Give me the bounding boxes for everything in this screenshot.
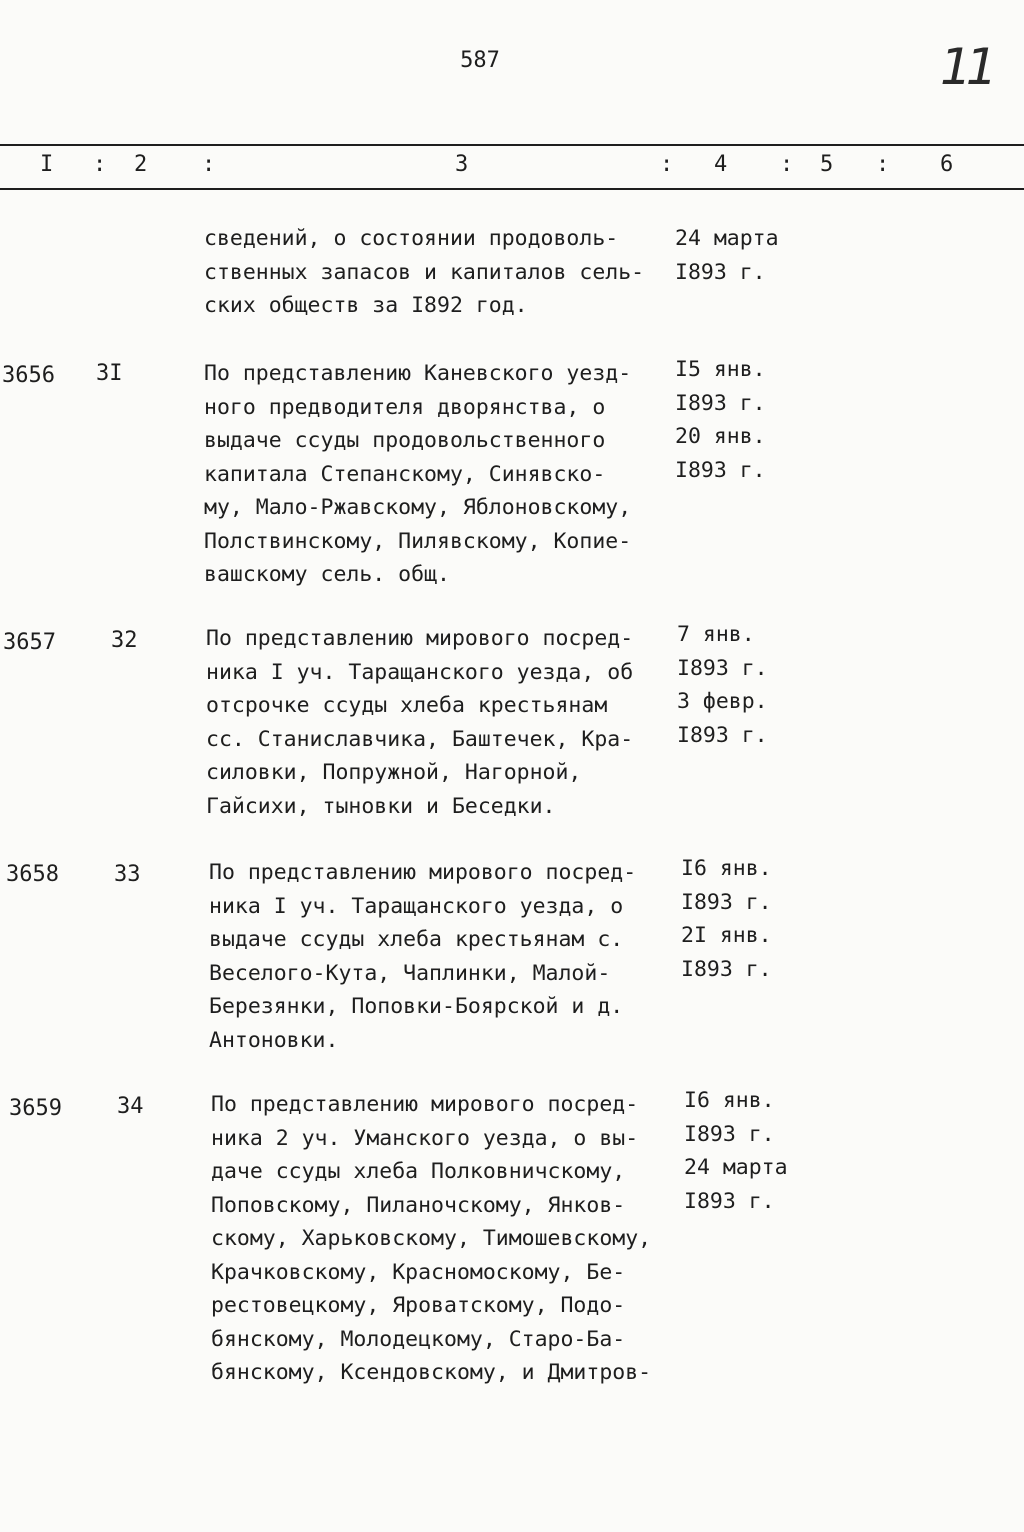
date-line: 24 марта — [684, 1155, 788, 1180]
date-line: I5 янв. — [675, 357, 766, 382]
date-line: 20 янв. — [675, 424, 766, 449]
entry-description — [209, 856, 636, 1057]
entry-description — [206, 622, 633, 823]
date-line: I893 г. — [677, 655, 768, 681]
description-line: отсрочке ссуды хлеба крестьянам — [206, 693, 608, 718]
header-top-rule — [0, 144, 1024, 146]
column-header-1: I — [40, 152, 54, 177]
entry-number: 3658 — [6, 862, 59, 887]
date-line: I893 г. — [675, 259, 766, 285]
entry-sub-number: 3I — [96, 361, 123, 386]
description-line: Веселого-Кута, Чаплинки, Малой- — [209, 960, 611, 986]
entry-sub-number: 33 — [114, 862, 141, 887]
description-line: скому, Харьковскому, Тимошевскому, — [211, 1226, 652, 1251]
entry-number: 3659 — [9, 1096, 62, 1121]
description-line: силовки, Попружной, Нагорной, — [206, 760, 582, 785]
description-line: По представлению мирового посред- — [206, 626, 634, 651]
column-separator: : — [876, 152, 890, 177]
column-header-5: 5 — [820, 152, 834, 177]
description-line: По представлению мирового посред- — [211, 1092, 639, 1117]
date-line: I893 г. — [681, 956, 772, 982]
description-line: ника I уч. Таращанского уезда, о — [209, 893, 624, 919]
entry-description — [211, 1088, 651, 1390]
description-line: вашскому сель. общ. — [204, 562, 450, 587]
description-line: ника I уч. Таращанского уезда, об — [206, 659, 634, 685]
description-line: даче ссуды хлеба Полковничскому, — [211, 1159, 626, 1184]
entry-dates — [681, 852, 772, 986]
entry-description — [204, 222, 644, 323]
description-line: бянскому, Ксендовскому, и Дмитров- — [211, 1360, 652, 1385]
handwritten-folio-number: 11 — [940, 38, 992, 96]
description-line: ственных запасов и капиталов сель- — [204, 259, 645, 285]
column-separator: : — [780, 152, 794, 177]
entry-sub-number: 32 — [111, 628, 138, 653]
date-line: I893 г. — [684, 1121, 775, 1147]
date-line: 24 марта — [675, 226, 779, 251]
entry-number: 3657 — [3, 630, 56, 655]
description-line: Антоновки. — [209, 1027, 339, 1053]
date-line: I893 г. — [675, 390, 766, 416]
date-line: I893 г. — [681, 889, 772, 915]
column-separator: : — [93, 152, 107, 177]
date-line: 2I янв. — [681, 923, 772, 948]
description-line: ских обществ за I892 год. — [204, 293, 528, 318]
date-line: 7 янв. — [677, 622, 755, 647]
description-line: сс. Станиславчика, Баштечек, Кра- — [206, 726, 634, 752]
column-header-4: 4 — [714, 152, 728, 177]
column-header-3: 3 — [455, 152, 469, 177]
description-line: По представлению мирового посред- — [209, 860, 637, 885]
entry-dates — [675, 222, 779, 289]
description-line: ного предводителя дворянства, о — [204, 394, 606, 420]
description-line: сведений, о состоянии продоволь- — [204, 226, 619, 251]
page-number: 587 — [460, 48, 500, 73]
header-bottom-rule — [0, 188, 1024, 190]
description-line: му, Мало-Ржавскому, Яблоновскому, — [204, 495, 632, 520]
column-header-6: 6 — [940, 152, 954, 177]
description-line: По представлению Каневского уезд- — [204, 361, 632, 386]
entry-dates — [684, 1084, 788, 1218]
column-separator: : — [202, 152, 216, 177]
date-line: I893 г. — [675, 457, 766, 483]
description-line: выдаче ссуды продовольственного — [204, 428, 606, 453]
date-line: I6 янв. — [681, 856, 772, 881]
description-line: бянскому, Молодецкому, Старо-Ба- — [211, 1326, 626, 1352]
date-line: I6 янв. — [684, 1088, 775, 1113]
entry-dates — [675, 353, 766, 487]
description-line: Березянки, Поповки-Боярской и д. — [209, 994, 624, 1019]
description-line: ника 2 уч. Уманского уезда, о вы- — [211, 1125, 639, 1151]
column-separator: : — [660, 152, 674, 177]
description-line: капитала Степанскому, Синявско- — [204, 461, 606, 487]
description-line: рестовецкому, Яроватскому, Подо- — [211, 1293, 626, 1318]
date-line: I893 г. — [684, 1188, 775, 1214]
date-line: I893 г. — [677, 722, 768, 748]
column-header-2: 2 — [134, 152, 148, 177]
entry-number: 3656 — [2, 363, 55, 388]
description-line: Гайсихи, тыновки и Беседки. — [206, 793, 556, 819]
description-line: выдаче ссуды хлеба крестьянам с. — [209, 927, 624, 952]
description-line: Полствинскому, Пилявскому, Копие- — [204, 528, 632, 554]
entry-sub-number: 34 — [117, 1094, 144, 1119]
entry-dates — [677, 618, 768, 752]
description-line: Крачковскому, Красномоскому, Бе- — [211, 1259, 626, 1285]
entry-description — [204, 357, 631, 592]
date-line: 3 февр. — [677, 689, 768, 714]
description-line: Поповскому, Пиланочскому, Янков- — [211, 1192, 626, 1218]
